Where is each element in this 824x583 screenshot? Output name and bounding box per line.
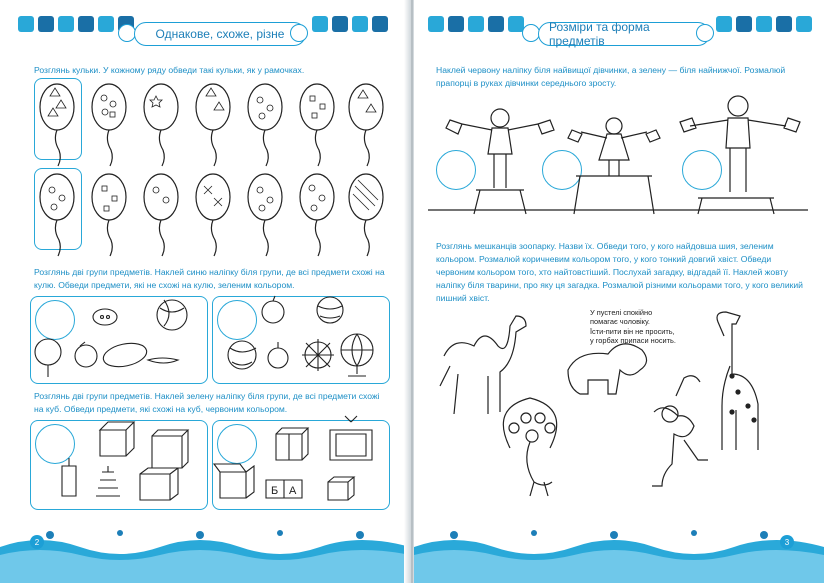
balloons-illustration <box>0 0 410 260</box>
task-zoo: Розглянь мешканців зоопарку. Назви їх. Обведи того, у кого найдовша шия, зеленим кольором. Розмалюй коричневим кольором того, у кого тонкий довгий хвіст. Обведи червоним кольором того, хто найтовстіший. Послухай загадку, відгадай її. Наклей жовту наліпку біля тварини, про яку ця загадка. Розмалюй різними кольорами того, у кого великий пишний хвіст. <box>436 241 803 303</box>
page-number: 3 <box>780 535 794 549</box>
header-icons-right <box>428 6 524 42</box>
riddle-line: помагає чоловіку. <box>590 317 650 327</box>
task-cubes: Розглянь дві групи предметів. Наклей зелену наліпку біля групи, де всі предмети схожі на куб. Обведи предмети, які схожі на куб, червоним кольором. <box>34 391 380 414</box>
bird-icon <box>796 16 812 32</box>
sun-icon <box>716 16 732 32</box>
svg-text:А: А <box>289 485 297 497</box>
page-title: Розміри та форма предметів <box>538 22 710 46</box>
riddle-line: Їсти-пити він не просить, <box>590 326 675 336</box>
task-spheres: Розглянь дві групи предметів. Наклей синю наліпку біля групи, де всі предмети схожі на кулю. Обведи предмети, які не схожі на кулю, зеленим кольором. <box>34 267 385 290</box>
svg-text:Б: Б <box>271 485 279 497</box>
title-bullet <box>696 24 714 42</box>
bottom-decoration <box>0 523 410 575</box>
bottom-decoration <box>414 523 824 575</box>
page-number: 2 <box>30 535 44 549</box>
zoo-animals-illustration <box>414 296 824 516</box>
cloud-icon <box>428 16 444 32</box>
task-balloons: Розглянь кульки. У кожному ряду обведи такі кульки, як у рамочках. <box>34 65 305 75</box>
drop-icon <box>736 16 752 32</box>
left-page <box>0 0 410 583</box>
flower-icon <box>488 16 504 32</box>
riddle-line: у горбах припаси носить. <box>590 336 676 346</box>
riddle-line: У пустелі спокійно <box>590 308 653 317</box>
star-icon <box>756 16 772 32</box>
page-title: Однакове, схоже, різне <box>134 22 306 46</box>
header-icons-right-2 <box>716 6 812 42</box>
house-icon <box>776 16 792 32</box>
bell-icon <box>448 16 464 32</box>
snowflake-icon <box>468 16 484 32</box>
girls-illustration <box>414 90 824 230</box>
task-girls: Наклей червону наліпку біля найвищої дівчинки, а зелену — біля найнижчої. Розмалюй прапорці в руках дівчинки середнього зросту. <box>436 65 786 88</box>
right-page <box>414 0 824 583</box>
sphere-objects-illustration <box>0 290 410 400</box>
cube-objects-illustration <box>0 414 410 524</box>
